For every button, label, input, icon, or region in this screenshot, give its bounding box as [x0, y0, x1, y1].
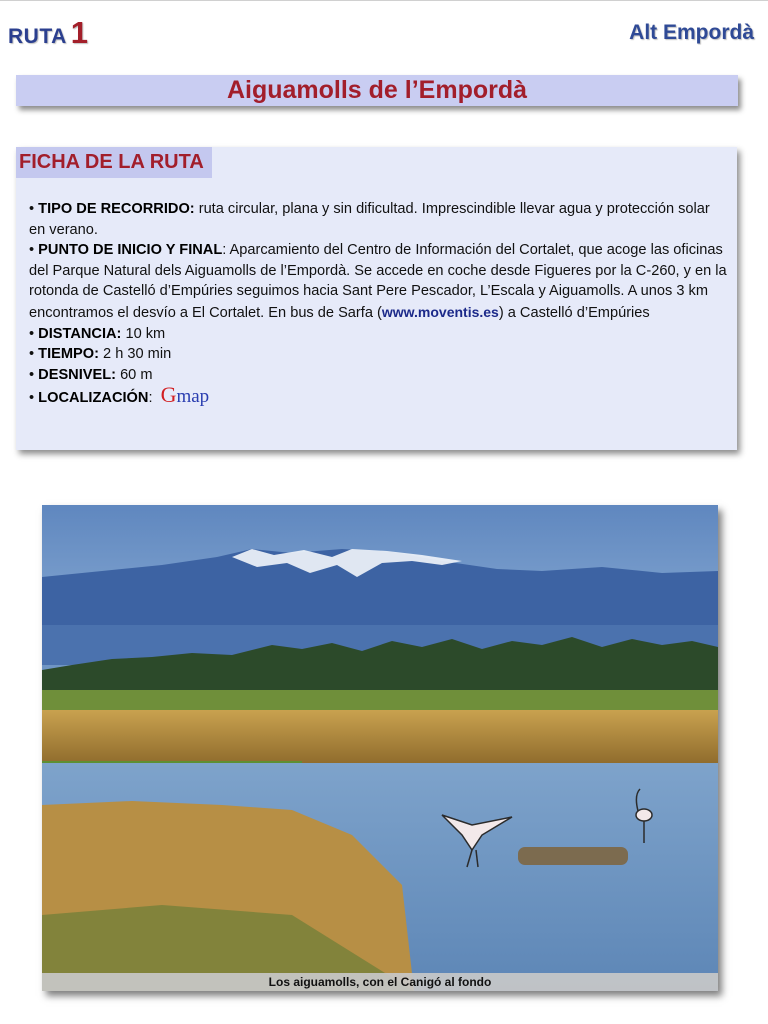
localizacion-label: LOCALIZACIÓN	[38, 390, 149, 407]
gmap-link[interactable]	[160, 382, 210, 408]
route-word: RUTA	[8, 25, 67, 48]
moventis-link[interactable]: www.moventis.es	[381, 303, 499, 320]
wetland-scene-illustration	[42, 505, 718, 991]
card-heading: FICHA DE LA RUTA	[16, 147, 212, 178]
gmap-rest: map	[176, 386, 210, 408]
card-body	[29, 199, 729, 409]
gmap-g: G	[160, 382, 177, 408]
distancia-value: 10 km	[121, 325, 166, 342]
golden-reeds	[42, 710, 718, 765]
route-label	[8, 15, 88, 51]
desnivel-value: 60 m	[116, 366, 153, 383]
tiempo-value: 2 h 30 min	[98, 346, 172, 363]
info-desnivel: • DESNIVEL: 60 m	[29, 366, 153, 383]
region-label: Alt Empordà	[629, 21, 754, 44]
info-tipo: • TIPO DE RECORRIDO: ruta circular, plana y sin dificultad. Imprescindible llevar agua y protección solar en verano.	[29, 201, 710, 238]
route-info-card	[16, 147, 737, 450]
desnivel-label: DESNIVEL:	[38, 366, 117, 383]
punto-text-after: ) a Castelló d’Empúries	[498, 304, 650, 321]
tiempo-label: TIEMPO:	[38, 346, 99, 363]
info-tiempo: • TIEMPO: 2 h 30 min	[29, 346, 172, 363]
route-number: 1	[70, 15, 89, 50]
distancia-label: DISTANCIA:	[38, 325, 122, 342]
info-distancia: • DISTANCIA: 10 km	[29, 325, 166, 342]
page-title: Aiguamolls de l’Empordà	[16, 75, 738, 106]
landscape-photo	[42, 505, 718, 991]
localizacion-sep: :	[148, 390, 153, 407]
photo-caption: Los aiguamolls, con el Canigó al fondo	[42, 973, 718, 991]
tipo-text: ruta circular, plana y sin dificultad. Imprescindible llevar agua y protección solar en verano.	[29, 201, 710, 238]
floating-log	[518, 847, 628, 865]
punto-label: PUNTO DE INICIO Y FINAL	[38, 242, 223, 259]
punto-text: : Aparcamiento del Centro de Información del Cortalet, que acoge las oficinas del Parque Natural dels Aiguamolls de l’Empordà. Se accede en coche desde Figueres por la C-260, y en la rotonda de Castelló d’Empúries seguimos hacia Sant Pere Pescador, L’Escala y Aiguamolls. A unos 3 km encontramos el desvío a El Cortalet. En bus de Sarfa (	[29, 242, 727, 321]
tipo-label: TIPO DE RECORRIDO:	[38, 201, 195, 217]
info-punto: • PUNTO DE INICIO Y FINAL: Aparcamiento del Centro de Información del Cortalet, que acoge las oficinas del Parque Natural dels Aiguamolls de l’Empordà. Se accede en coche desde Figueres por la C-260, y en la rotonda de Castelló d’Empúries seguimos hacia Sant Pere Pescador, L’Escala y Aiguamolls. A unos 3 km encontramos el desvío a El Cortalet. En bus de Sarfa (www.moventis.es) a Castelló d’Empúries	[29, 242, 727, 321]
info-localizacion: • LOCALIZACIÓN: Gmap	[29, 382, 210, 408]
